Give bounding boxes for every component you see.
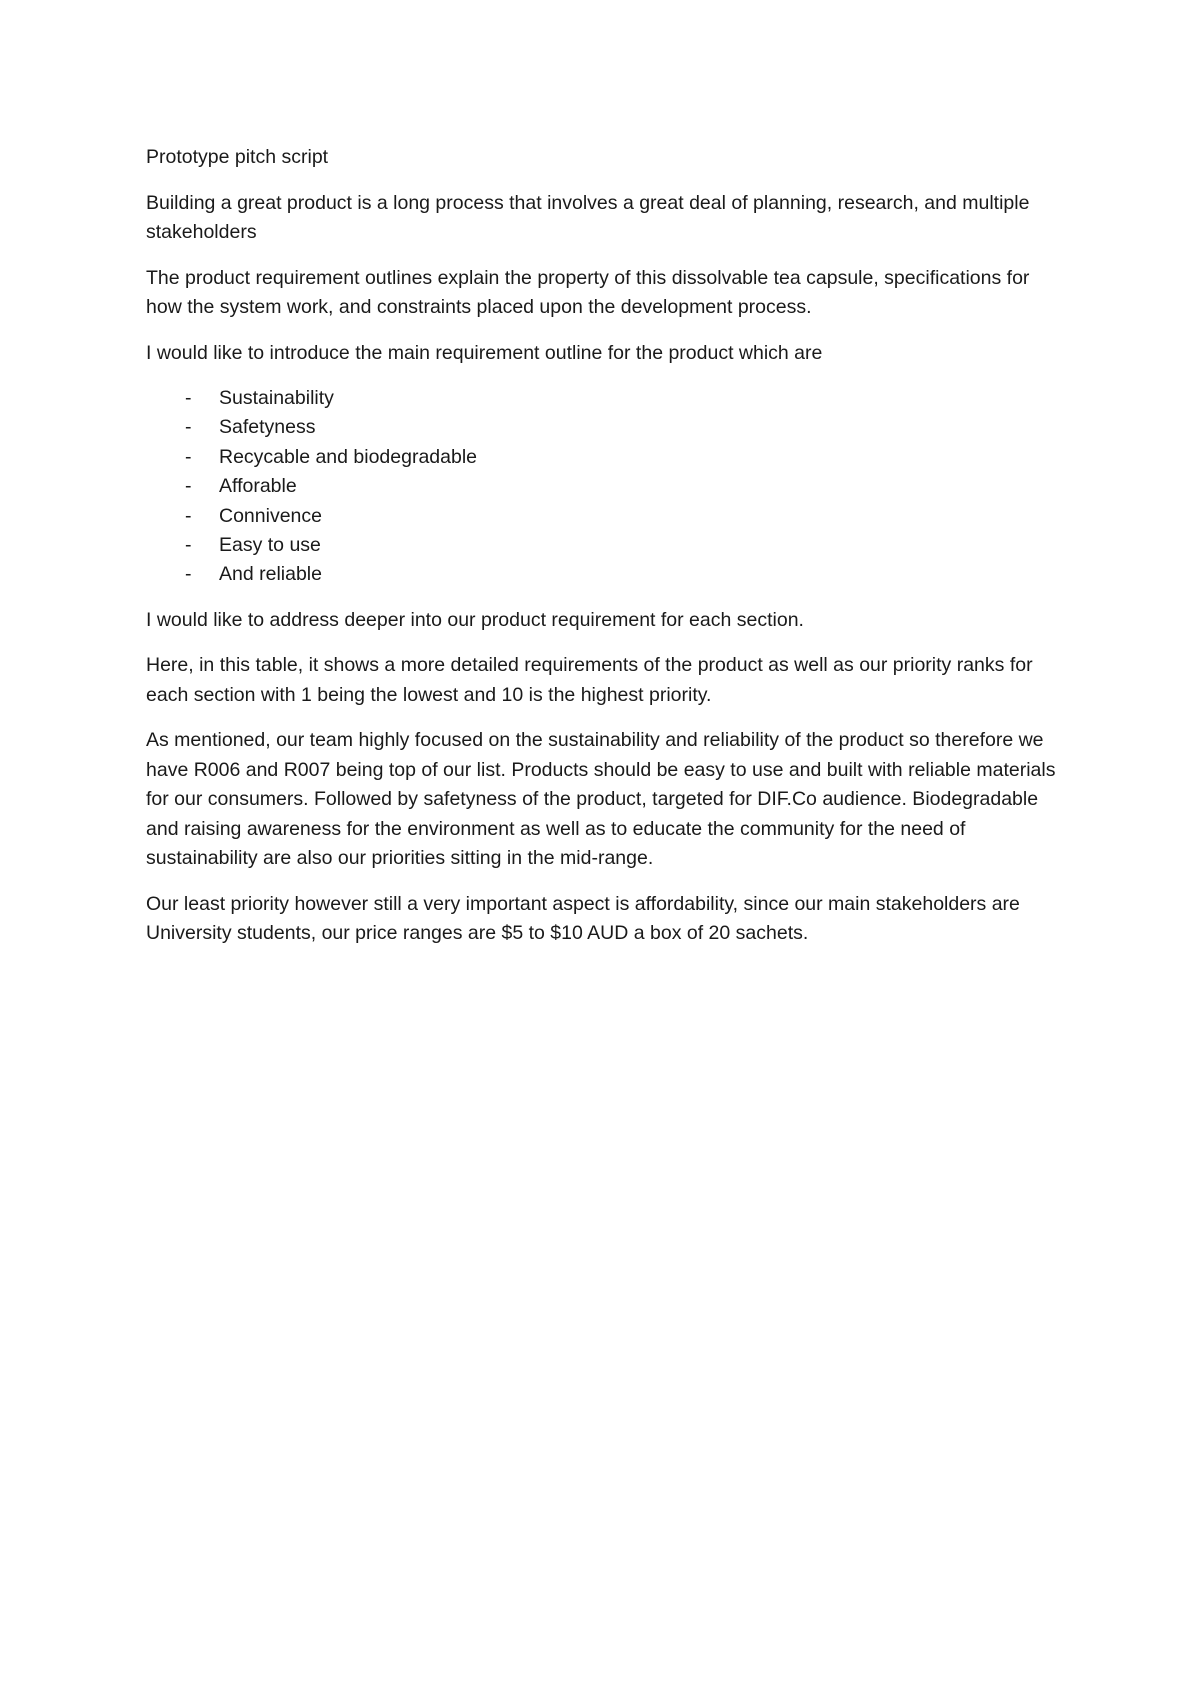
list-dash: - bbox=[185, 387, 192, 409]
list-dash: - bbox=[185, 475, 192, 498]
list-dash: - bbox=[185, 504, 192, 527]
list-dash: - bbox=[185, 563, 192, 586]
paragraph-intro-outline: I would like to introduce the main requirement outline for the product which are bbox=[146, 341, 823, 364]
document-page bbox=[146, 143, 1066, 965]
paragraph-intro-building: Building a great product is a long process that involves a great deal of planning, research, and multiple stakeholders bbox=[146, 191, 1030, 243]
list-item-label: And reliable bbox=[219, 563, 322, 586]
paragraph-table-priority: Here, in this table, it shows a more detailed requirements of the product as well as our priority ranks for each section with 1 being the lowest and 10 is the highest priority. bbox=[146, 654, 1033, 706]
list-item bbox=[146, 502, 1066, 531]
list-item bbox=[146, 472, 1066, 501]
list-item-label: Safetyness bbox=[219, 416, 316, 439]
list-item bbox=[146, 384, 1066, 413]
list-item-label: Recycable and biodegradable bbox=[219, 445, 478, 468]
list-item-label: Easy to use bbox=[219, 533, 321, 556]
paragraph-team-focus: As mentioned, our team highly focused on the sustainability and reliability of the product so therefore we have R006 and R007 being top of our list. Products should be easy to use and built with reliable materials for our consumers. Followed by safetyness of the product, targeted for DIF.Co audience. Biodegradable and raising awareness for the environment as well as to educate the community for the need of sustainability are also our priorities sitting in the mid-range. bbox=[146, 729, 1056, 870]
paragraph-address-deeper: I would like to address deeper into our product requirement for each section. bbox=[146, 608, 804, 631]
paragraph-affordability: Our least priority however still a very important aspect is affordability, since our main stakeholders are University students, our price ranges are $5 to $10 AUD a box of 20 sachets. bbox=[146, 892, 1020, 945]
list-dash: - bbox=[185, 533, 192, 556]
paragraph-intro-requirements: The product requirement outlines explain the property of this dissolvable tea capsule, specifications for how the system work, and constraints placed upon the development process. bbox=[146, 266, 1030, 318]
requirements-list bbox=[146, 384, 1066, 590]
list-item bbox=[146, 443, 1066, 472]
list-item bbox=[146, 413, 1066, 442]
list-dash: - bbox=[185, 416, 192, 439]
list-item bbox=[146, 560, 1066, 589]
list-dash: - bbox=[185, 445, 192, 468]
list-item bbox=[146, 531, 1066, 560]
document-title: Prototype pitch script bbox=[146, 146, 329, 168]
list-item-label: Afforable bbox=[219, 475, 297, 498]
list-item-label: Connivence bbox=[219, 504, 322, 527]
list-item-label: Sustainability bbox=[219, 387, 334, 409]
